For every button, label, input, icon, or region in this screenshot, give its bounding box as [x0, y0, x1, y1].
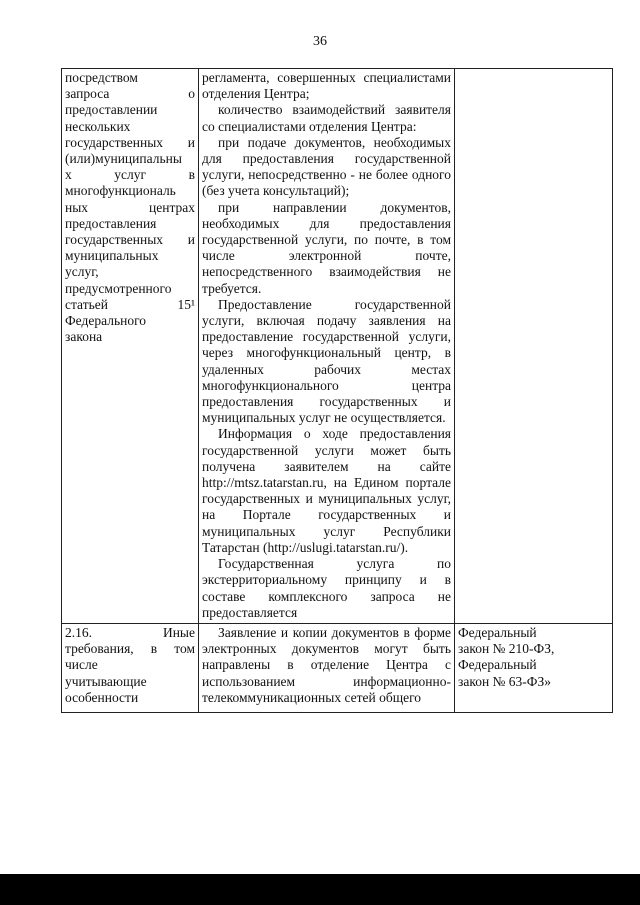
requirement-name-cell [62, 623, 199, 712]
cell-line: муниципальных [65, 248, 159, 264]
legal-basis-cell [455, 69, 613, 624]
cell-line: (или)муниципальны [65, 151, 182, 167]
cell-line: государственных и [65, 232, 195, 248]
cell-line: предоставлении [65, 102, 158, 118]
cell-line: Федерального [65, 313, 147, 329]
requirement-content-cell [199, 69, 455, 624]
cell-line: многофункциональ [65, 183, 176, 199]
table-row [62, 69, 613, 624]
cell-line: услуг, [65, 264, 99, 280]
cell-line: закона [65, 329, 103, 345]
cell-paragraph: количество взаимодействий заявителя со специалистами отделения Центра: [202, 102, 451, 134]
regulation-table [61, 68, 613, 713]
cell-paragraph: при подаче документов, необходимых для предоставления государственной услуги, непосредственно - не более одного (без учета консультаций); [202, 134, 451, 199]
cell-paragraph: Заявление и копии документов в форме электронных документов могут быть направлены в отделение Центра с использованием информационно-телекоммуникационных сетей общего [202, 624, 451, 705]
cell-line: нескольких [65, 118, 131, 134]
cell-paragraph: Предоставление государственной услуги, включая подачу заявления на предоставление государственной услуги, через многофункциональный центр, в удаленных рабочих местах многофункционального центра предоставления государственных и муниципальных услуг не осуществляется. [202, 296, 451, 426]
cell-line: х услуг в [65, 167, 195, 183]
table-row [62, 623, 613, 712]
cell-line: предусмотренного [65, 280, 172, 296]
cell-line: предоставления [65, 215, 157, 231]
cell-paragraph: при направлении документов, необходимых для предоставления государственной услуги, по почте, в том числе электронной почте, непосредственного взаимодействия не требуется. [202, 199, 451, 296]
page-number: 36 [313, 34, 327, 49]
cell-line: Федеральный [458, 657, 537, 673]
cell-line: закон № 63-ФЗ» [458, 673, 551, 689]
cell-line: статьей 15¹ [65, 296, 195, 312]
cell-line: ных центрах [65, 199, 195, 215]
requirement-name-cell [62, 69, 199, 624]
scan-border [0, 874, 640, 905]
cell-line: Федеральный [458, 624, 537, 640]
cell-paragraph: регламента, совершенных специалистами отделения Центра; [202, 70, 451, 102]
cell-line: особенности [65, 689, 139, 705]
cell-line: закон № 210-ФЗ, [458, 641, 555, 657]
legal-basis-cell [455, 623, 613, 712]
cell-line: требования, в том [65, 641, 195, 657]
cell-paragraph: Государственная услуга по экстерриториальному принципу и в составе комплексного запроса не предоставляется [202, 556, 451, 620]
cell-line: посредством [65, 70, 138, 85]
cell-line: запроса о [65, 86, 195, 102]
cell-line: 2.16. Иные [65, 624, 195, 640]
cell-line: государственных и [65, 134, 195, 150]
cell-line: числе [65, 657, 98, 673]
cell-line: учитывающие [65, 673, 147, 689]
cell-paragraph: Информация о ходе предоставления государственной услуги может быть получена заявителем на сайте http://mtsz.tatarstan.ru, на Едином портале государственных и муниципальных услуг, на Портале государственных и муниципальных услуг Республики Татарстан (http://uslugi.tatarstan.ru/). [202, 426, 451, 555]
requirement-content-cell [199, 623, 455, 712]
